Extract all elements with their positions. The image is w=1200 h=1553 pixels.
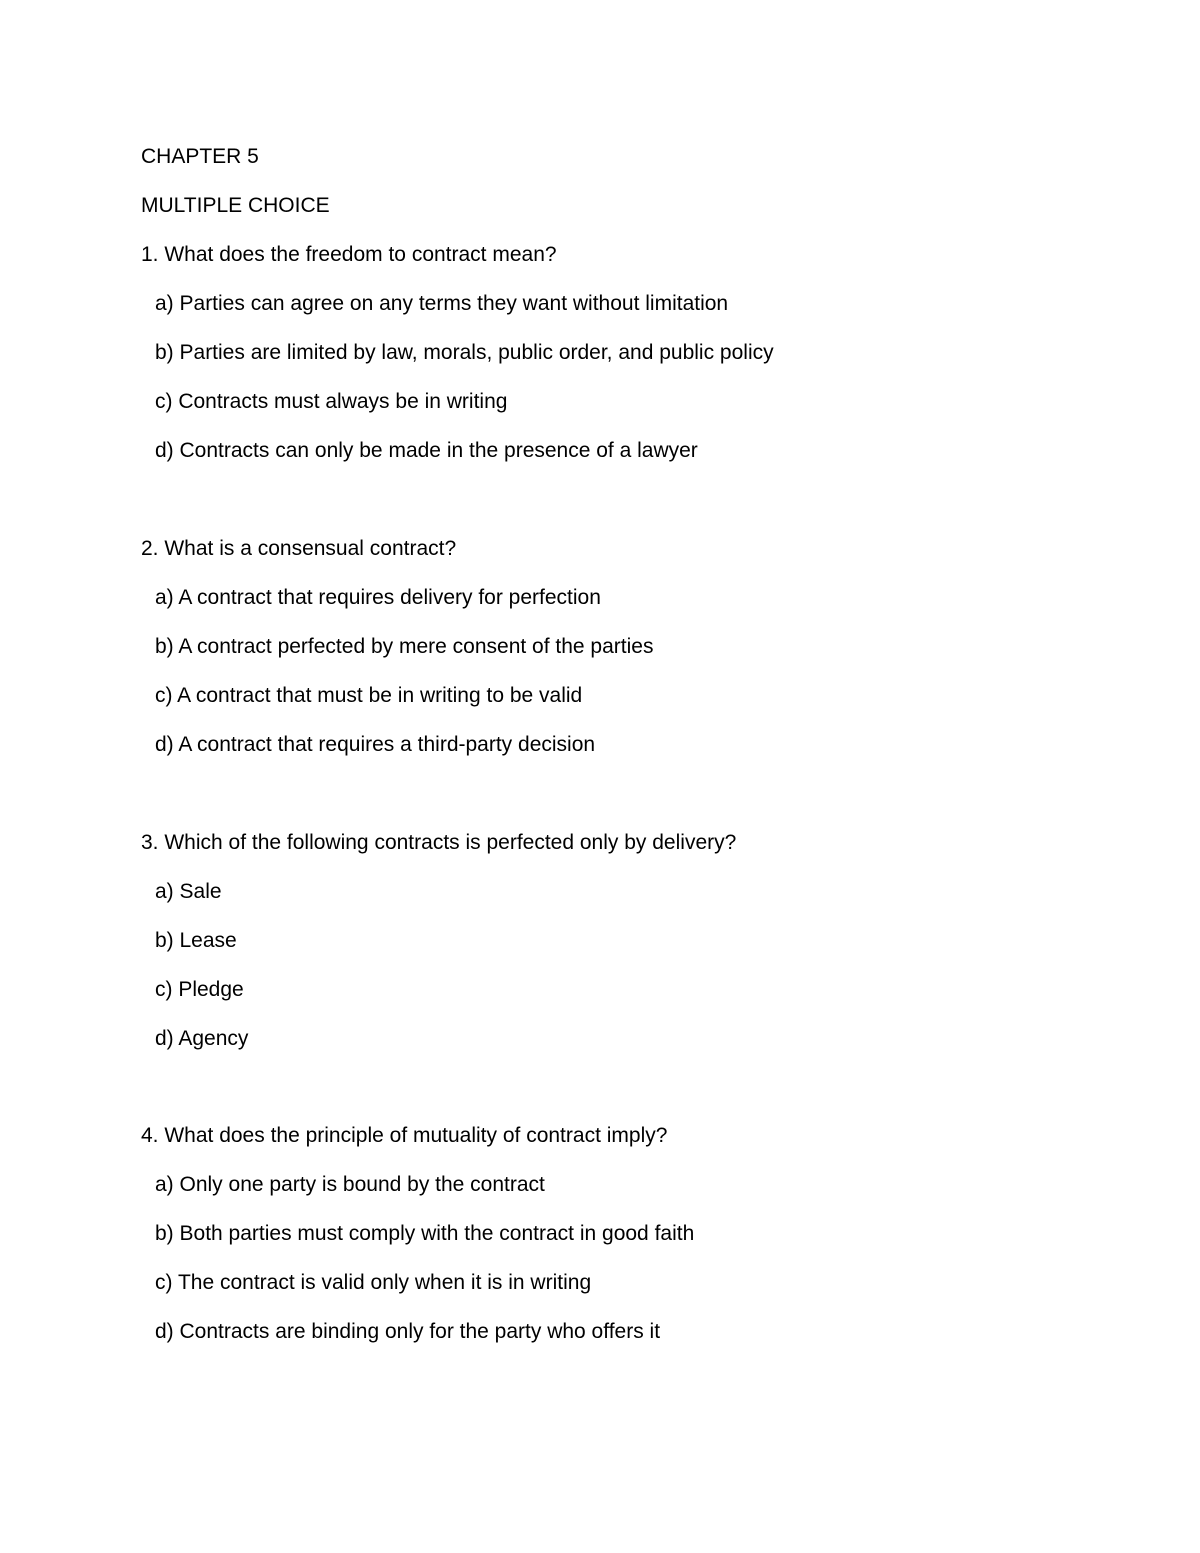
question-2-option-b: b) A contract perfected by mere consent of the parties: [155, 635, 654, 658]
question-3: 3. Which of the following contracts is perfected only by delivery?: [141, 831, 737, 854]
question-2: 2. What is a consensual contract?: [141, 537, 457, 560]
question-3-option-d: d) Agency: [155, 1027, 249, 1050]
question-1-option-d: d) Contracts can only be made in the presence of a lawyer: [155, 439, 698, 462]
question-4-option-b: b) Both parties must comply with the contract in good faith: [155, 1222, 695, 1245]
question-4-option-d: d) Contracts are binding only for the party who offers it: [155, 1320, 661, 1343]
question-4-option-c: c) The contract is valid only when it is in writing: [155, 1271, 592, 1294]
question-1: 1. What does the freedom to contract mean?: [141, 243, 557, 266]
question-2-option-c: c) A contract that must be in writing to be valid: [155, 684, 583, 707]
question-2-option-a: a) A contract that requires delivery for perfection: [155, 586, 601, 609]
question-3-option-a: a) Sale: [155, 880, 222, 903]
question-4: 4. What does the principle of mutuality of contract imply?: [141, 1124, 668, 1147]
question-3-option-c: c) Pledge: [155, 978, 244, 1001]
question-4-option-a: a) Only one party is bound by the contract: [155, 1173, 545, 1196]
question-1-option-b: b) Parties are limited by law, morals, public order, and public policy: [155, 341, 774, 364]
question-1-option-c: c) Contracts must always be in writing: [155, 390, 508, 413]
question-1-option-a: a) Parties can agree on any terms they want without limitation: [155, 292, 729, 315]
chapter-heading: CHAPTER 5: [141, 145, 259, 168]
question-2-option-d: d) A contract that requires a third-party decision: [155, 733, 596, 756]
section-heading: MULTIPLE CHOICE: [141, 194, 330, 217]
question-3-option-b: b) Lease: [155, 929, 237, 952]
